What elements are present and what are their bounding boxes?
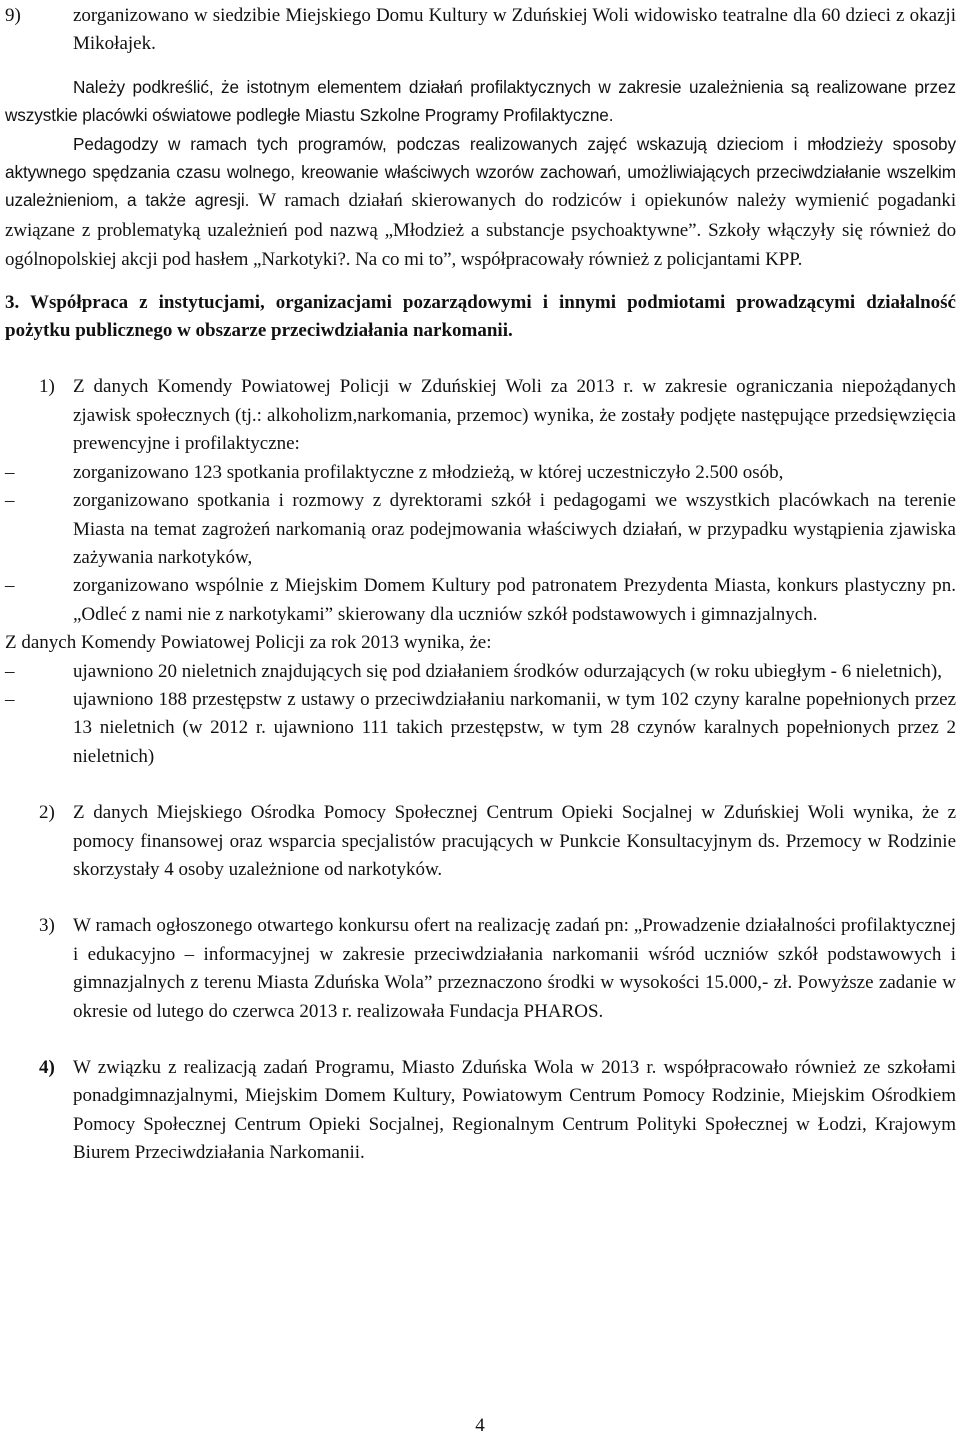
dash-item-text: ujawniono 20 nieletnich znajdujących się pod działaniem środków odurzających (w roku ubiegłym - 6 nieletnich),	[73, 660, 942, 682]
list-number: 1)	[39, 376, 55, 398]
list-item-9	[5, 2, 956, 59]
dash-item-text: zorganizowano 123 spotkania profilaktyczne z młodzieżą, w której uczestniczyło 2.500 osób,	[73, 461, 784, 483]
list-text: Z danych Komendy Powiatowej Policji w Zduńskiej Woli za 2013 r. w zakresie ograniczania niepożądanych zjawisk społecznych (tj.: alkoholizm,narkomania, przemoc) wynika, że zostały podjęte następujące przedsięwzięcia prewencyjne i profilaktyczne:	[73, 376, 956, 455]
list-number: 3)	[39, 915, 55, 937]
page-number: 4	[475, 1415, 485, 1436]
paragraph-parents-text: W ramach działań skierowanych do rodziców i opiekunów należy wymienić pogadanki związane z problematyką uzależnień pod nazwą „Młodzież a substancje psychoaktywne”.	[5, 190, 956, 241]
dash-bullet: –	[5, 688, 15, 710]
point-2	[5, 799, 956, 884]
list-text: Z danych Miejskiego Ośrodka Pomocy Społecznej Centrum Opieki Socjalnej w Zduńskiej Woli wynika, że z pomocy finansowej oraz wsparcia specjalistów pracujących w Punkcie Konsultacyjnym ds. Przemocy w Rodzinie skorzystały 4 osoby uzależnione od narkotyków.	[73, 802, 956, 880]
dash-item	[5, 686, 956, 771]
paragraph-teachers-text: Pedagodzy w ramach tych programów, podczas realizowanych zajęć wskazują dzieciom i młodzieży sposoby aktywnego spędzania czasu wolnego, kreowanie właściwych wzorów zachowań, umożliwiających przeciwdziałanie wszelkim uzależnieniom, a także agresji.	[5, 133, 956, 211]
dash-bullet: –	[5, 461, 15, 483]
paragraph-teachers	[5, 130, 956, 275]
point-4	[5, 1054, 956, 1168]
section-number: 3.	[5, 291, 20, 313]
dash-item-text: zorganizowano wspólnie z Miejskim Domem Kultury pod patronatem Prezydenta Miasta, konkurs plastyczny pn. „Odleć z nami nie z narkotykami” skierowany dla uczniów szkół podstawowych i gimnazjalnych.	[73, 575, 956, 625]
dash-item	[5, 658, 956, 686]
list-text: W związku z realizacją zadań Programu, Miasto Zduńska Wola w 2013 r. współpracowało również ze szkołami ponadgimnazjalnymi, Miejskim Domem Kultury, Powiatowym Centrum Pomocy Rodzinie, Miejskim Ośrodkiem Pomocy Społecznej Centrum Opieki Socjalnej, Regionalnym Centrum Polityki Społecznej w Łodzi, Krajowym Biurem Przeciwdziałania Narkomanii.	[73, 1057, 956, 1164]
point-3	[5, 912, 956, 1026]
dash-item-text: zorganizowano spotkania i rozmowy z dyrektorami szkół i pedagogami we wszystkich placówkach na terenie Miasta na temat zagrożeń narkomanią oraz podejmowania właściwych działań, w przypadku wystąpienia zjawiska zażywania narkotyków,	[73, 490, 956, 568]
dash-item-text: ujawniono 188 przestępstw z ustawy o przeciwdziałaniu narkomanii, w tym 102 czyny karalne popełnionych przez 13 nieletnich (w 2012 r. ujawniono 111 takich przestępstw, w tym 28 czynów karalnych popełnionych przez 2 nieletnich)	[73, 688, 956, 767]
list-text: zorganizowano w siedzibie Miejskiego Domu Kultury w Zduńskiej Woli widowisko teatralne dla 60 dzieci z okazji Mikołajek.	[73, 5, 956, 55]
list-number: 4)	[39, 1057, 55, 1078]
list-text: W ramach ogłoszonego otwartego konkursu ofert na realizację zadań pn: „Prowadzenie działalności profilaktycznej i edukacyjno – informacyjnej w zakresie przeciwdziałania narkomanii wśród uczniów szkół podstawowych i gimnazjalnych z terenu Miasta Zduńska Wola” przeznaczono środki w wysokości 15.000,- zł. Powyższe zadanie w okresie od lutego do czerwca 2013 r. realizowała Fundacja PHAROS.	[73, 915, 956, 1022]
paragraph-emphasis-text: Należy podkreślić, że istotnym elementem działań profilaktycznych w zakresie uzależnienia są realizowane przez wszystkie placówki oświatowe podległe Miastu Szkolne Programy Profilaktyczne.	[5, 76, 956, 126]
paragraph-schools-text: Szkoły włączyły się również do ogólnopolskiej akcji pod hasłem „Narkotyki?. Na co mi to”, współpracowały również z policjantami KPP.	[5, 219, 956, 271]
police-intro: Z danych Komendy Powiatowej Policji za rok 2013 wynika, że:	[5, 632, 492, 654]
list-number: 2)	[39, 802, 55, 824]
paragraph-emphasis	[5, 73, 956, 130]
dash-bullet: –	[5, 575, 15, 597]
point-1	[5, 373, 956, 458]
dash-bullet: –	[5, 490, 15, 512]
section-title: Współpraca z instytucjami, organizacjami pozarządowymi i innymi podmiotami prowadzącymi działalność pożytku publicznego w obszarze przeciwdziałania narkomanii.	[5, 291, 956, 342]
dash-item	[5, 459, 956, 487]
list-number: 9)	[5, 5, 21, 26]
dash-item	[5, 487, 956, 572]
dash-bullet: –	[5, 660, 15, 682]
section-3-heading	[5, 289, 956, 346]
dash-item	[5, 572, 956, 629]
